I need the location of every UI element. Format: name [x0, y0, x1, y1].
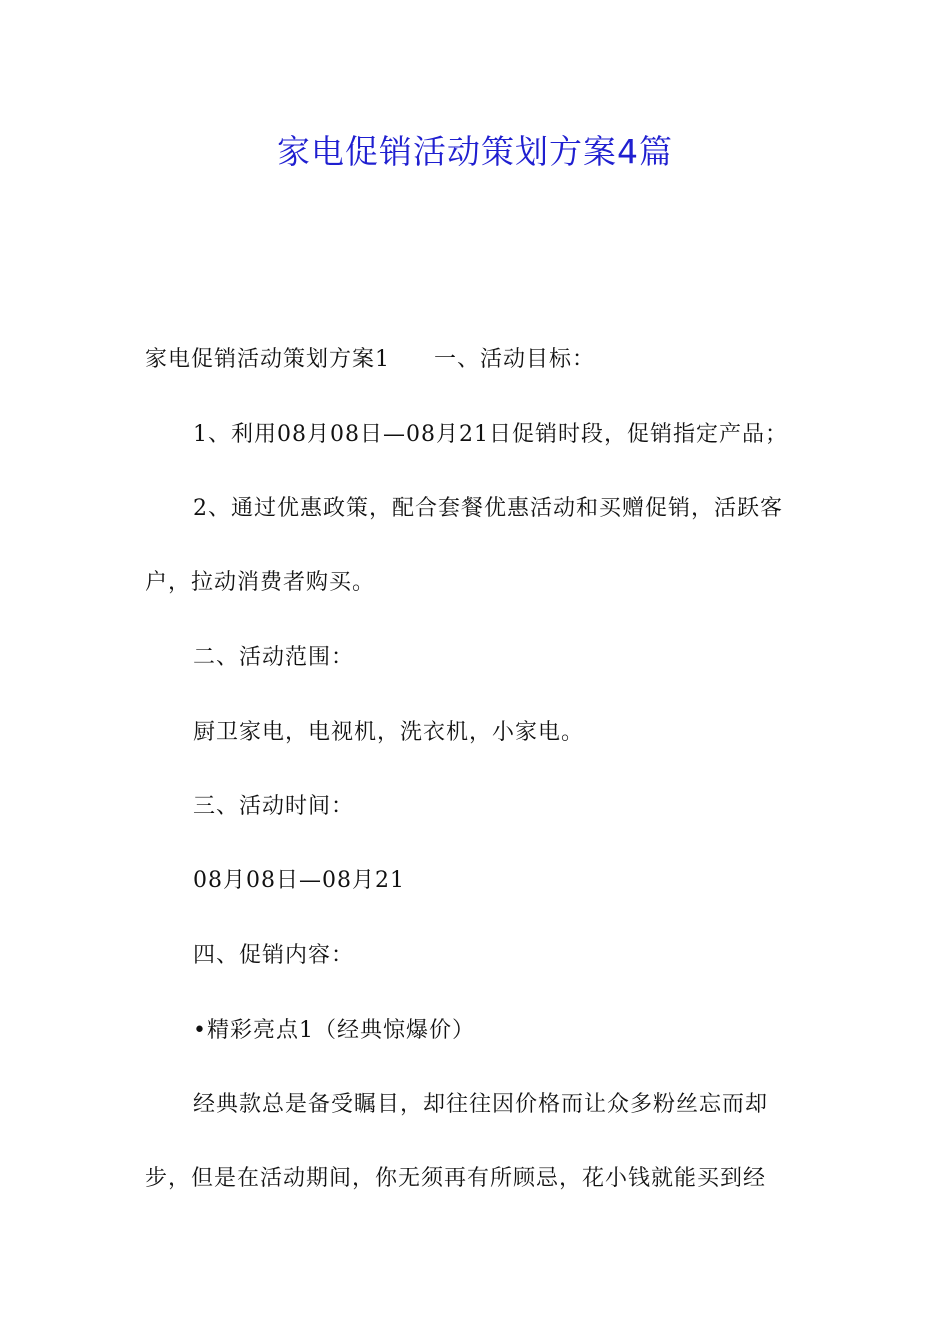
- paragraph-line: 08月08日—08月21: [193, 868, 405, 893]
- heading-line: [145, 345, 595, 375]
- section-heading: 四、促销内容：: [193, 943, 355, 968]
- paragraph-line: 户，拉动消费者购买。: [145, 570, 376, 595]
- paragraph-line: 步，但是在活动期间，你无须再有所顾忌，花小钱就能买到经: [145, 1166, 767, 1191]
- paragraph-line: 经典款总是备受瞩目，却往往因价格而让众多粉丝忘而却: [193, 1092, 769, 1117]
- section-heading: 二、活动范围：: [193, 645, 355, 670]
- plan-heading: 家电促销活动策划方案1: [145, 347, 390, 372]
- bullet-item: •精彩亮点1（经典惊爆价）: [193, 1018, 475, 1043]
- section-heading: 三、活动时间：: [193, 794, 355, 819]
- paragraph-line: 2、通过优惠政策，配合套餐优惠活动和买赠促销，活跃客: [193, 496, 783, 521]
- paragraph-line: 厨卫家电，电视机，洗衣机，小家电。: [193, 720, 585, 745]
- paragraph-line: 1、利用08月08日—08月21日促销时段，促销指定产品；: [193, 422, 788, 447]
- document-title: 家电促销活动策划方案4篇: [277, 132, 673, 171]
- section-heading-goals: 一、活动目标：: [434, 347, 596, 372]
